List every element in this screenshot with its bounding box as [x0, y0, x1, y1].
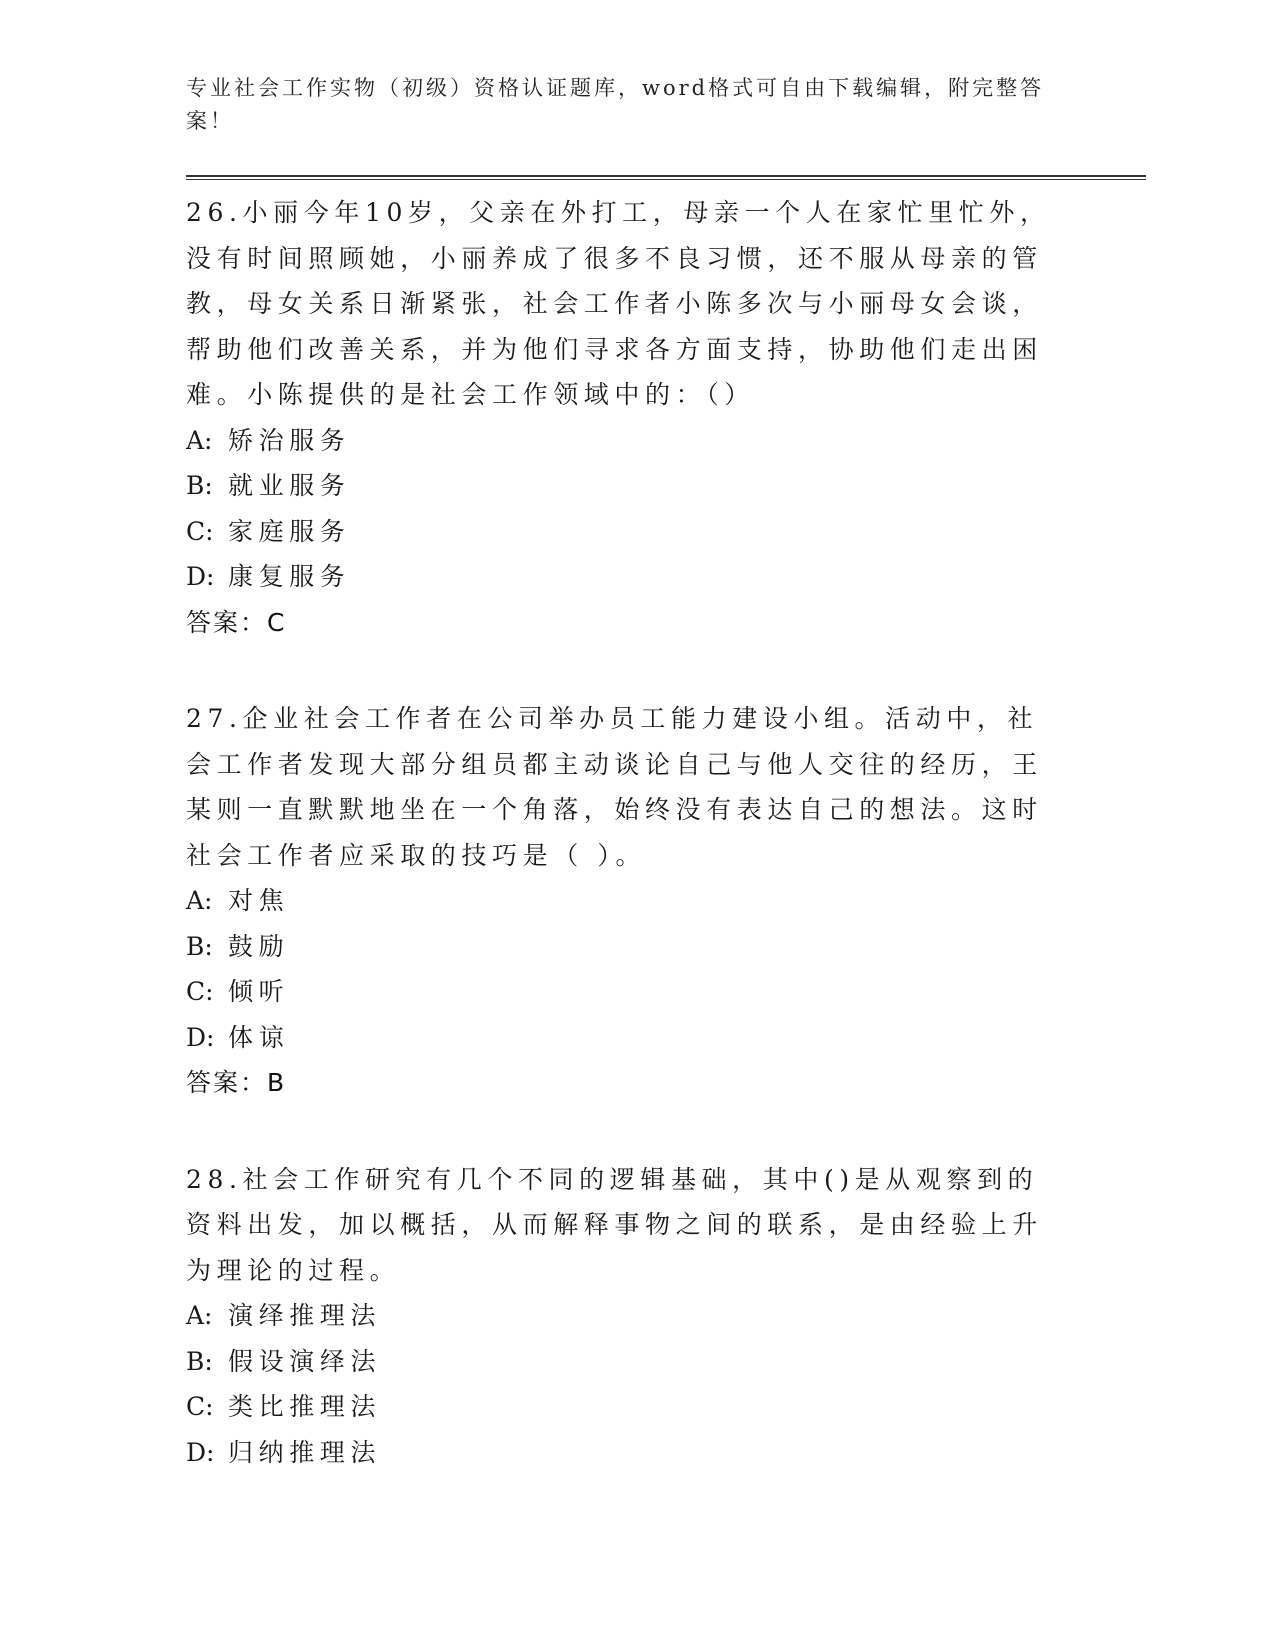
- option-a: [186, 1293, 1066, 1339]
- question-stem: 26.小丽今年10岁，父亲在外打工，母亲一个人在家忙里忙外，没有时间照顾她，小丽养成了很多不良习惯，还不服从母亲的管教，母女关系日渐紧张，社会工作者小陈多次与小丽母女会谈，帮助他们改善关系，并为他们寻求各方面支持，协助他们走出困难。小陈提供的是社会工作领域中的：（）: [186, 198, 1051, 409]
- option-text: 康复服务: [228, 562, 351, 591]
- option-letter: A:: [186, 1301, 213, 1330]
- option-text: 矫治服务: [228, 425, 351, 455]
- question-26: [186, 190, 1066, 645]
- option-text: 假设演绎法: [228, 1346, 382, 1376]
- option-letter: C:: [186, 516, 214, 546]
- option-a: [186, 418, 1066, 464]
- option-letter: C:: [186, 977, 214, 1006]
- option-letter: B:: [186, 931, 213, 961]
- option-letter: D:: [186, 1022, 215, 1052]
- option-text: 倾听: [228, 977, 290, 1006]
- option-text: 归纳推理法: [228, 1437, 382, 1467]
- answer-line: 答案：C: [186, 607, 287, 637]
- header-divider: [186, 175, 1146, 180]
- option-letter: B:: [186, 1346, 213, 1376]
- option-b: [186, 1339, 1066, 1385]
- option-letter: A:: [186, 886, 213, 915]
- option-text: 家庭服务: [228, 516, 351, 546]
- option-letter: B:: [186, 471, 213, 500]
- option-letter: A:: [186, 425, 213, 455]
- option-c: [186, 509, 1066, 555]
- option-d: [186, 554, 1066, 600]
- option-text: 体谅: [228, 1022, 290, 1052]
- option-a: [186, 878, 1066, 924]
- option-text: 就业服务: [228, 471, 351, 500]
- option-text: 对焦: [228, 886, 290, 915]
- header-line-2: 案！: [186, 109, 234, 133]
- answer-line: 答案：B: [186, 1068, 287, 1097]
- option-text: 鼓励: [228, 931, 290, 961]
- option-letter: C:: [186, 1392, 214, 1421]
- question-list: [186, 190, 1066, 1526]
- question-stem: 27.企业社会工作者在公司举办员工能力建设小组。活动中，社会工作者发现大部分组员都主动谈论自己与他人交往的经历，王某则一直默默地坐在一个角落，始终没有表达自己的想法。这时社会工作者应采取的技巧是（ ）。: [186, 704, 1043, 870]
- option-letter: D:: [186, 1437, 215, 1467]
- option-list: [186, 878, 1066, 1060]
- option-b: [186, 463, 1066, 509]
- question-28: [186, 1157, 1066, 1476]
- option-c: [186, 969, 1066, 1015]
- option-list: [186, 418, 1066, 600]
- option-letter: D:: [186, 562, 215, 591]
- option-d: [186, 1430, 1066, 1476]
- header-line-1: 专业社会工作实物（初级）资格认证题库，word格式可自由下载编辑，附完整答: [186, 76, 1045, 100]
- question-27: [186, 696, 1066, 1106]
- option-b: [186, 924, 1066, 970]
- document-header: [186, 72, 1066, 138]
- option-text: 类比推理法: [228, 1392, 382, 1421]
- option-c: [186, 1384, 1066, 1430]
- option-list: [186, 1293, 1066, 1475]
- question-stem: 28.社会工作研究有几个不同的逻辑基础，其中()是从观察到的资料出发，加以概括，从而解释事物之间的联系，是由经验上升为理论的过程。: [186, 1164, 1043, 1285]
- option-d: [186, 1015, 1066, 1061]
- option-text: 演绎推理法: [228, 1301, 382, 1330]
